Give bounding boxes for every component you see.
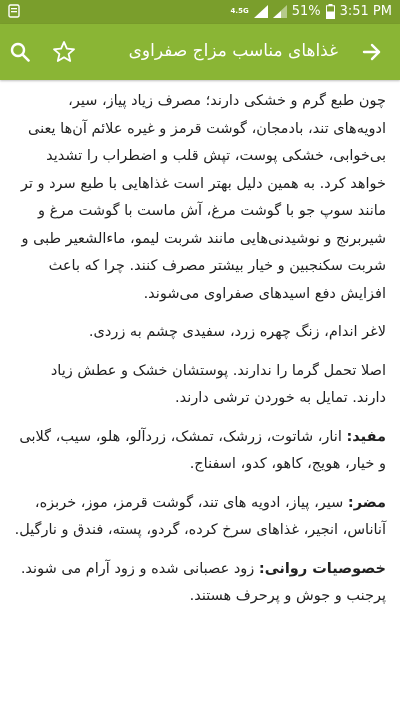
psychological-label: خصوصیات روانی: xyxy=(258,560,386,577)
status-right xyxy=(231,4,392,19)
paragraph-appearance: لاغر اندام، زنگ چهره زرد، سفیدی چشم به زردی. xyxy=(88,324,386,340)
psychological-text: زود عصبانی شده و زود آرام می شوند. پرجنب و جوش و پرحرف هستند. xyxy=(20,560,386,604)
page-title: غذاهای مناسب مزاج صفراوی xyxy=(128,41,338,61)
notification-icon xyxy=(8,4,20,18)
arrow-right-icon xyxy=(362,42,382,62)
status-bar xyxy=(0,0,400,24)
clock: 3:51 PM xyxy=(339,4,392,19)
app-toolbar xyxy=(0,24,400,80)
harmful-label: مضر: xyxy=(347,494,386,511)
signal-icon xyxy=(254,5,268,18)
status-left xyxy=(8,4,20,18)
paragraph-psychological xyxy=(14,556,386,611)
paragraph-harmful xyxy=(14,490,386,545)
network-type: 4.5G xyxy=(230,7,249,15)
search-button[interactable] xyxy=(0,32,40,72)
back-button[interactable] xyxy=(352,32,392,72)
signal-icon-secondary xyxy=(273,5,287,18)
battery-percent: 51% xyxy=(291,4,321,19)
beneficial-label: مفید: xyxy=(346,428,386,445)
favorite-button[interactable] xyxy=(44,32,84,72)
article-content xyxy=(14,88,386,622)
search-icon xyxy=(10,42,30,62)
star-outline-icon xyxy=(52,40,76,64)
paragraph-beneficial xyxy=(14,424,386,479)
paragraph-intro: چون طبع گرم و خشکی دارند؛ مصرف زیاد پیاز، سیر، ادویه‌های تند، بادمجان، گوشت قرمز و غیره علائم آن‌ها یعنی بی‌خوابی، خشکی پوست، تپش قلب و اضطراب را تشدید خواهد کرد. به همین دلیل بهتر است غذاهایی با طبع سرد و تر مانند سوپ جو با گوشت مرغ، آش ماست با گوشت مرغ و شیربرنج و نوشیدنی‌هایی مانند شربت لیمو، ماءالشعیر طبی و شربت سکنجبین و خیار بیشتر مصرف کنند. چرا که باعث افزایش دفع اسیدهای صفراوی می‌شوند. xyxy=(20,93,386,302)
paragraph-traits: اصلا تحمل گرما را ندارند. پوستشان خشک و عطش زیاد دارند. تمایل به خوردن ترشی دارند. xyxy=(50,362,386,406)
beneficial-text: انار، شاتوت، زرشک، تمشک، زردآلو، هلو، سیب، گلابی و خیار، هویج، کاهو، کدو، اسفناج. xyxy=(19,428,386,472)
harmful-text: سیر، پیاز، ادویه های تند، گوشت قرمز، موز، خربزه، آناناس، انجیر، غذاهای سرخ کرده، گردو، پسته، فندق و نارگیل. xyxy=(14,494,386,538)
battery-icon xyxy=(326,4,335,19)
